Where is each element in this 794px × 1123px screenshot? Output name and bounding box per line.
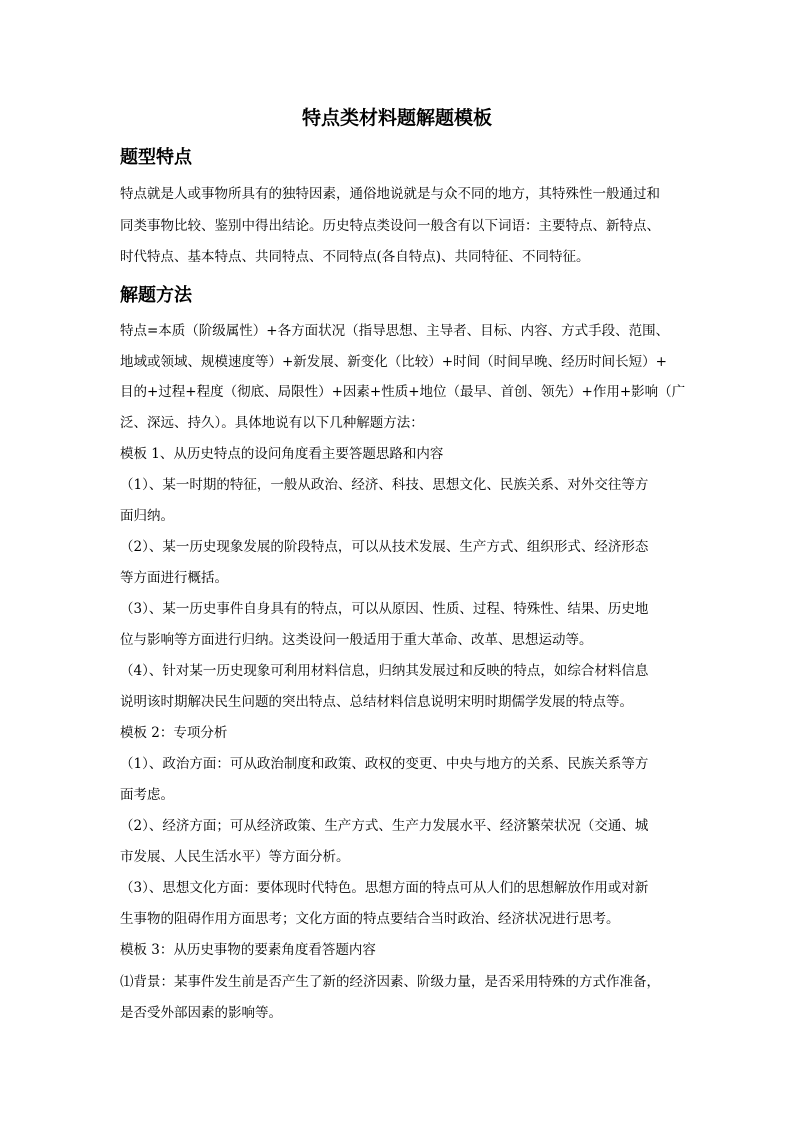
- paragraph-line: 市发展、人民生活水平）等方面分析。: [120, 849, 350, 865]
- paragraph-line: 同类事物比较、鉴别中得出结论。历史特点类设问一般含有以下词语：主要特点、新特点、: [120, 218, 660, 234]
- paragraph-line: （2）、某一历史现象发展的阶段特点，可以从技术发展、生产方式、组织形式、经济形态: [120, 539, 649, 555]
- paragraph-line: 特点=本质（阶级属性）+各方面状况（指导思想、主导者、目标、内容、方式手段、范围、: [120, 323, 670, 339]
- paragraph-line: 是否受外部因素的影响等。: [120, 1005, 282, 1021]
- template-heading: 模板 3：从历史事物的要素角度看答题内容: [120, 942, 376, 958]
- paragraph-line: 面归纳。: [120, 508, 174, 524]
- section-heading-solving-method: 解题方法: [120, 285, 192, 306]
- paragraph-line: 特点就是人或事物所具有的独特因素，通俗地说就是与众不同的地方，其特殊性一般通过和: [120, 186, 660, 202]
- paragraph-line: （3）、某一历史事件自身具有的特点，可以从原因、性质、过程、特殊性、结果、历史地: [120, 601, 649, 617]
- paragraph-line: 地域或领域、规模速度等）+新发展、新变化（比较）+时间（时间早晚、经历时间长短）+: [120, 354, 667, 370]
- paragraph-line: 目的+过程+程度（彻底、局限性）+因素+性质+地位（最早、首创、领先）+作用+影响（广: [120, 384, 686, 400]
- template-heading: 模板 2：专项分析: [120, 725, 228, 741]
- paragraph-line: （1）、政治方面：可从政治制度和政策、政权的变更、中央与地方的关系、民族关系等方: [120, 756, 649, 772]
- paragraph-line: 面考虑。: [120, 787, 174, 803]
- document-title: 特点类材料题解题模板: [301, 107, 492, 129]
- paragraph-line: （2）、经济方面；可从经济政策、生产方式、生产力发展水平、经济繁荣状况（交通、城: [120, 818, 649, 834]
- paragraph-line: （4）、针对某一历史现象可利用材料信息，归纳其发展过和反映的特点，如综合材料信息: [120, 663, 649, 679]
- paragraph-line: 等方面进行概括。: [120, 570, 228, 586]
- paragraph-line: 位与影响等方面进行归纳。这类设问一般适用于重大革命、改革、思想运动等。: [120, 632, 593, 648]
- paragraph-line: （3）、思想文化方面：要体现时代特色。思想方面的特点可从人们的思想解放作用或对新: [120, 880, 649, 896]
- paragraph-line: 时代特点、基本特点、共同特点、不同特点(各自特点)、共同特征、不同特征。: [120, 249, 590, 265]
- paragraph-line: 生事物的阻碍作用方面思考；文化方面的特点要结合当时政治、经济状况进行思考。: [120, 911, 620, 927]
- paragraph-line: 泛、深远、持久）。具体地说有以下几种解题方法：: [120, 415, 424, 431]
- paragraph-line: ⑴背景：某事件发生前是否产生了新的经济因素、阶级力量，是否采用特殊的方式作准备，: [120, 974, 660, 990]
- paragraph-line: （1）、某一时期的特征，一般从政治、经济、科技、思想文化、民族关系、对外交往等方: [120, 477, 649, 493]
- paragraph-line: 说明该时期解决民生问题的突出特点、总结材料信息说明宋明时期儒学发展的特点等。: [120, 694, 633, 710]
- section-heading-question-features: 题型特点: [120, 147, 192, 168]
- template-heading: 模板 1、从历史特点的设问角度看主要答题思路和内容: [120, 446, 444, 462]
